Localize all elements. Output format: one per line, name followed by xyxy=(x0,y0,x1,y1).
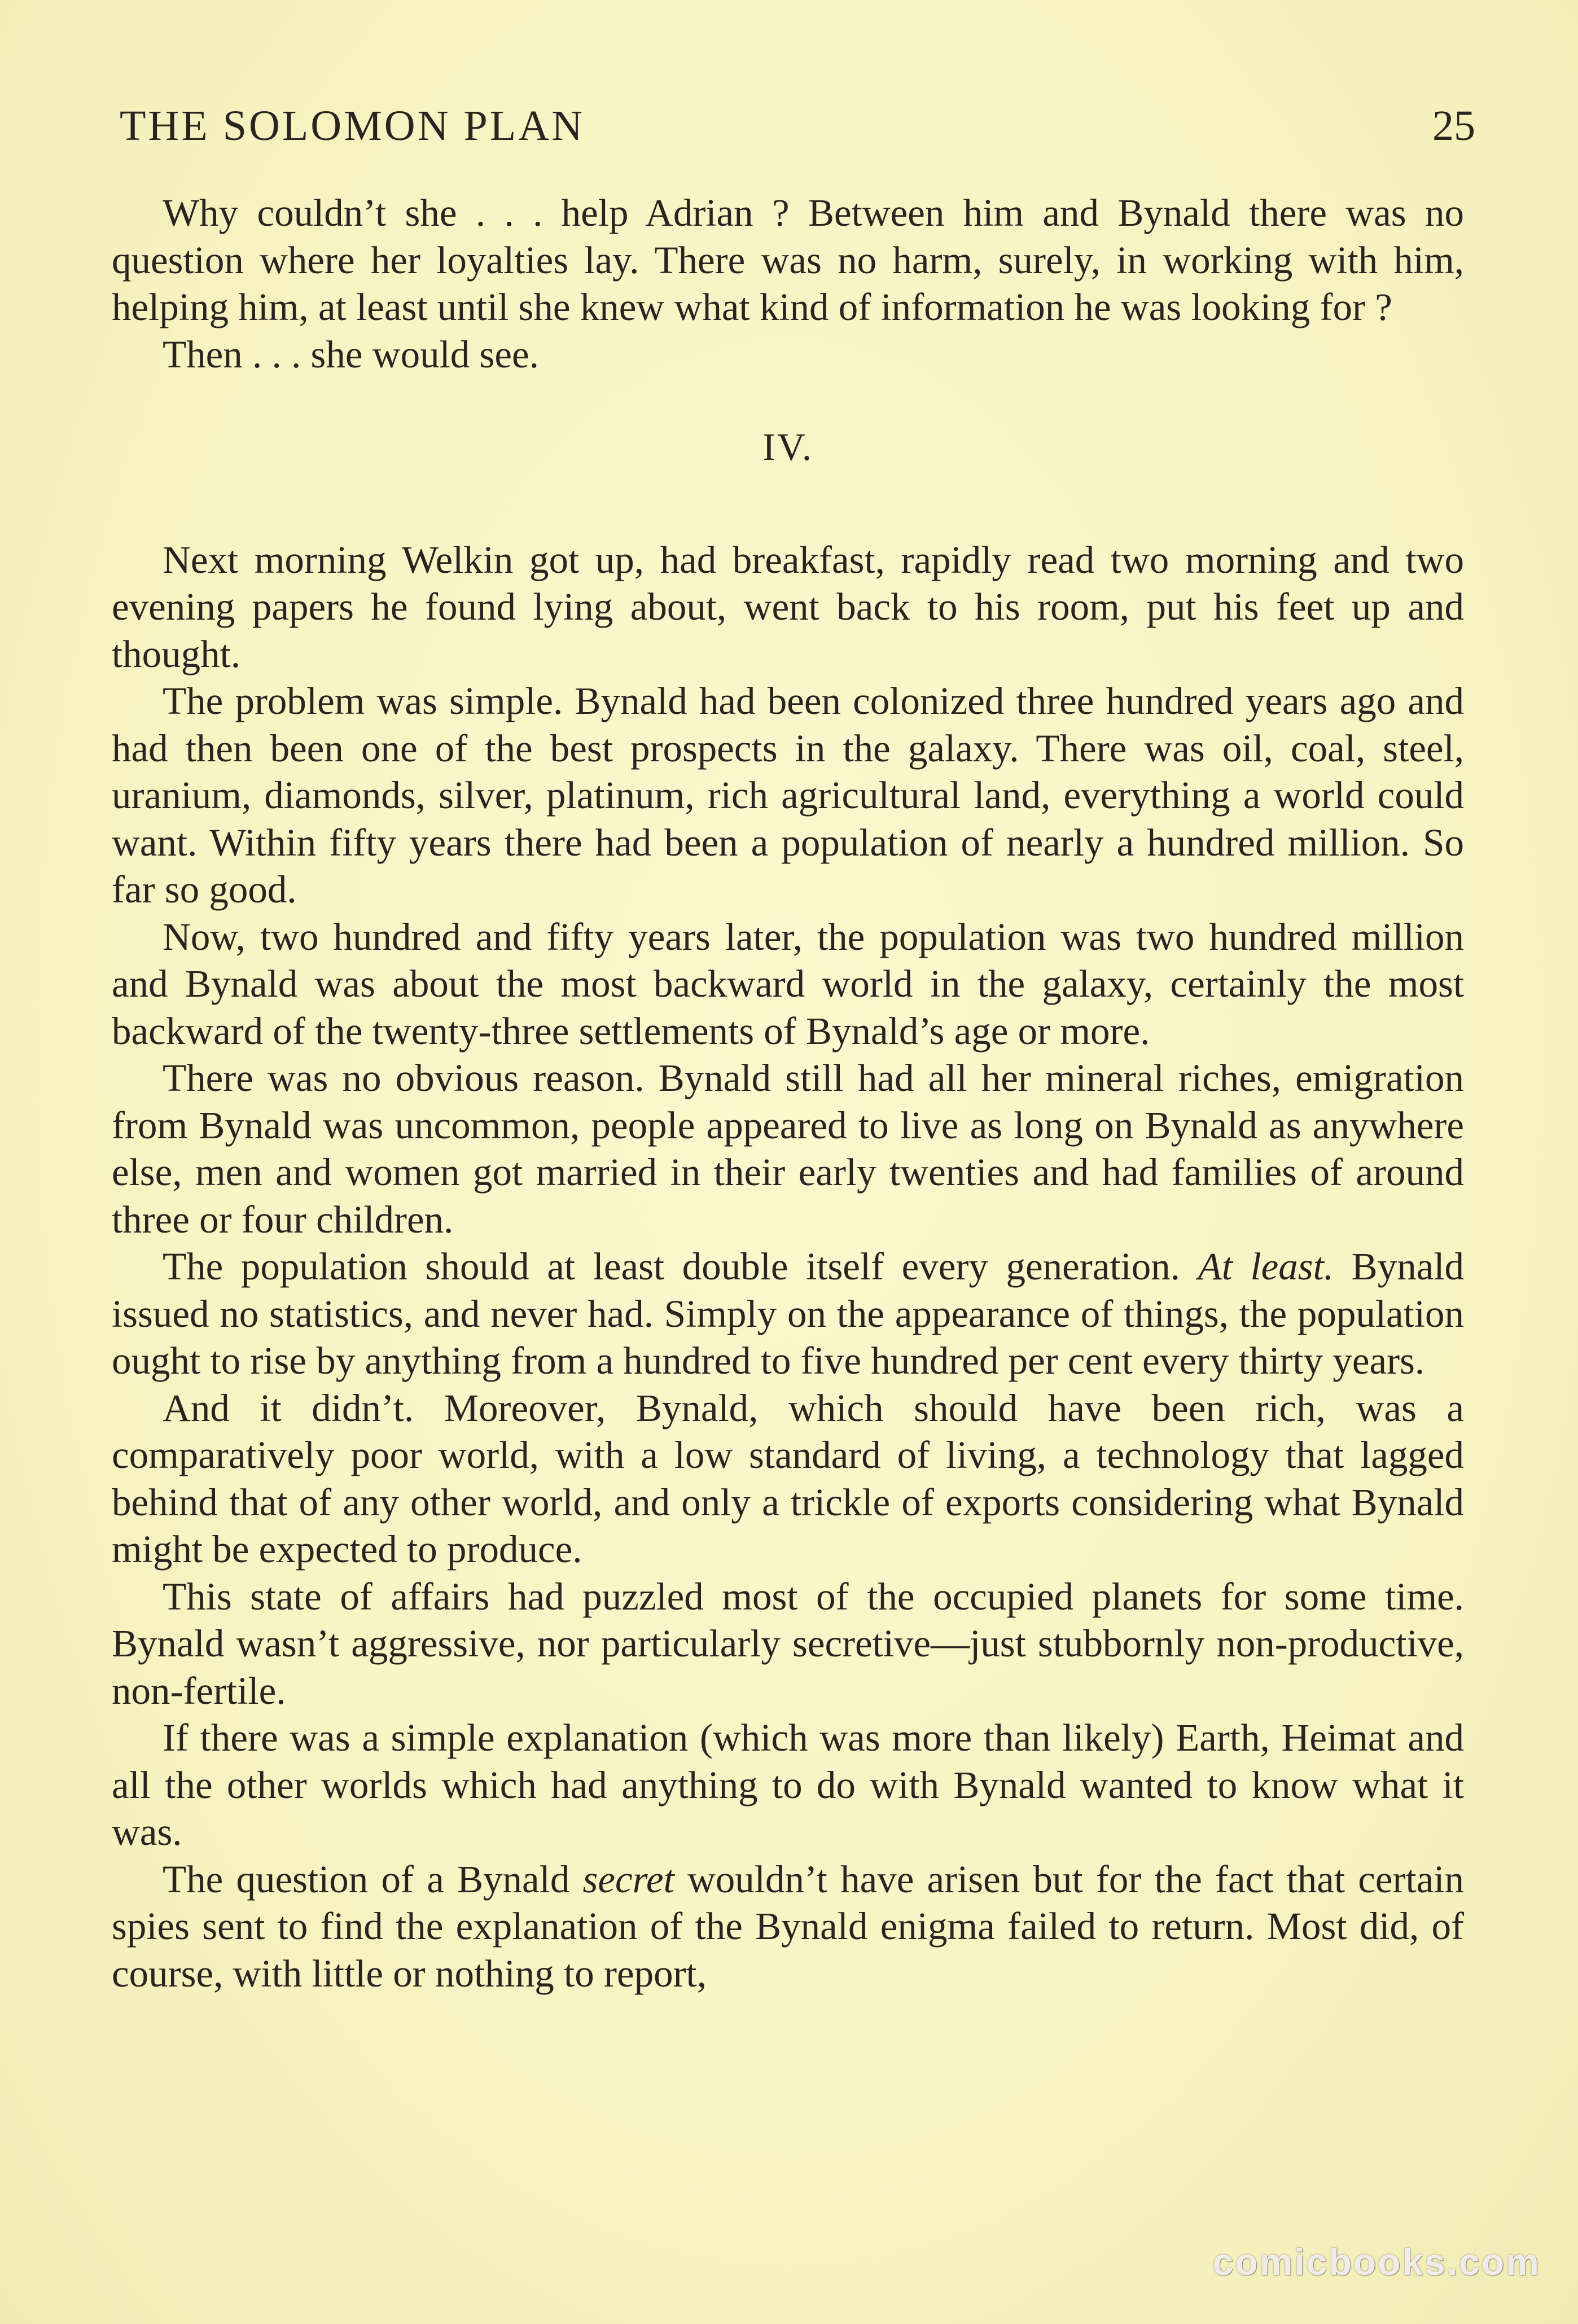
page-number: 25 xyxy=(1432,102,1475,150)
paragraph: And it didn’t. Moreover, Bynald, which should have been rich, was a comparatively poor world, with a low standard of living, a technology that lagged behind that of any other world, and only a trickle of exports considering what Bynald might be expected to produce. xyxy=(112,1386,1464,1571)
paragraph: Next morning Welkin got up, had breakfast, rapidly read two morning and two evening papers he found lying about, went back to his room, put his feet up and thought. xyxy=(112,538,1464,676)
text-run: The question of a Bynald xyxy=(163,1857,583,1901)
paragraph: Now, two hundred and fifty years later, the population was two hundred million and Bynald was about the most backward world in the galaxy, certainly the most backward of the twenty-three settlements of Bynald’s age or more. xyxy=(112,915,1464,1053)
paragraph: If there was a simple explanation (which was more than likely) Earth, Heimat and all the other worlds which had anything to do with Bynald wanted to know what it was. xyxy=(112,1716,1464,1853)
watermark: comicbooks.com xyxy=(1212,2241,1541,2283)
page-header xyxy=(120,95,1475,157)
paragraph: The problem was simple. Bynald had been colonized three hundred years ago and had then been one of the best prospects in the galaxy. There was oil, coal, steel, uranium, diamonds, silver, platinum, rich agricultural land, everything a world could want. Within fifty years there had been a population of nearly a hundred million. So far so good. xyxy=(112,679,1464,911)
paragraph: Then . . . she would see. xyxy=(163,332,539,376)
paragraph-secret xyxy=(112,1856,1464,1998)
paragraph: This state of affairs had puzzled most of the occupied planets for some time. Bynald wasn’t aggressive, nor particularly secretive—just stubbornly non-productive, non-fertile. xyxy=(112,1575,1464,1712)
text-run: wouldn’t have arisen but for the fact that certain spies sent to find the explanation of the Bynald enigma failed to return. Most did, of course, with little or nothing to report, xyxy=(112,1857,1464,1995)
emphasis-text: secret xyxy=(582,1857,674,1901)
emphasis-text: At least. xyxy=(1198,1245,1334,1288)
text-run: Bynald issued no statistics, and never had. Simply on the appearance of things, the population ought to rise by anything from a hundred to five hundred per cent every thirty years. xyxy=(112,1245,1465,1382)
running-title: THE SOLOMON PLAN xyxy=(120,102,585,150)
body-text xyxy=(112,190,1464,1997)
text-run: The population should at least double itself every generation. xyxy=(163,1245,1198,1288)
paragraph: Why couldn’t she . . . help Adrian ? Between him and Bynald there was no question where her loyalties lay. There was no harm, surely, in working with him, helping him, at least until she knew what kind of information he was looking for ? xyxy=(112,191,1464,328)
section-number: IV. xyxy=(762,426,814,468)
paragraph: There was no obvious reason. Bynald still had all her mineral riches, emigration from Bynald was uncommon, people appeared to live as long on Bynald as anywhere else, men and women got married in their early twenties and had families of around three or four children. xyxy=(112,1056,1464,1241)
paragraph-population xyxy=(112,1243,1464,1385)
